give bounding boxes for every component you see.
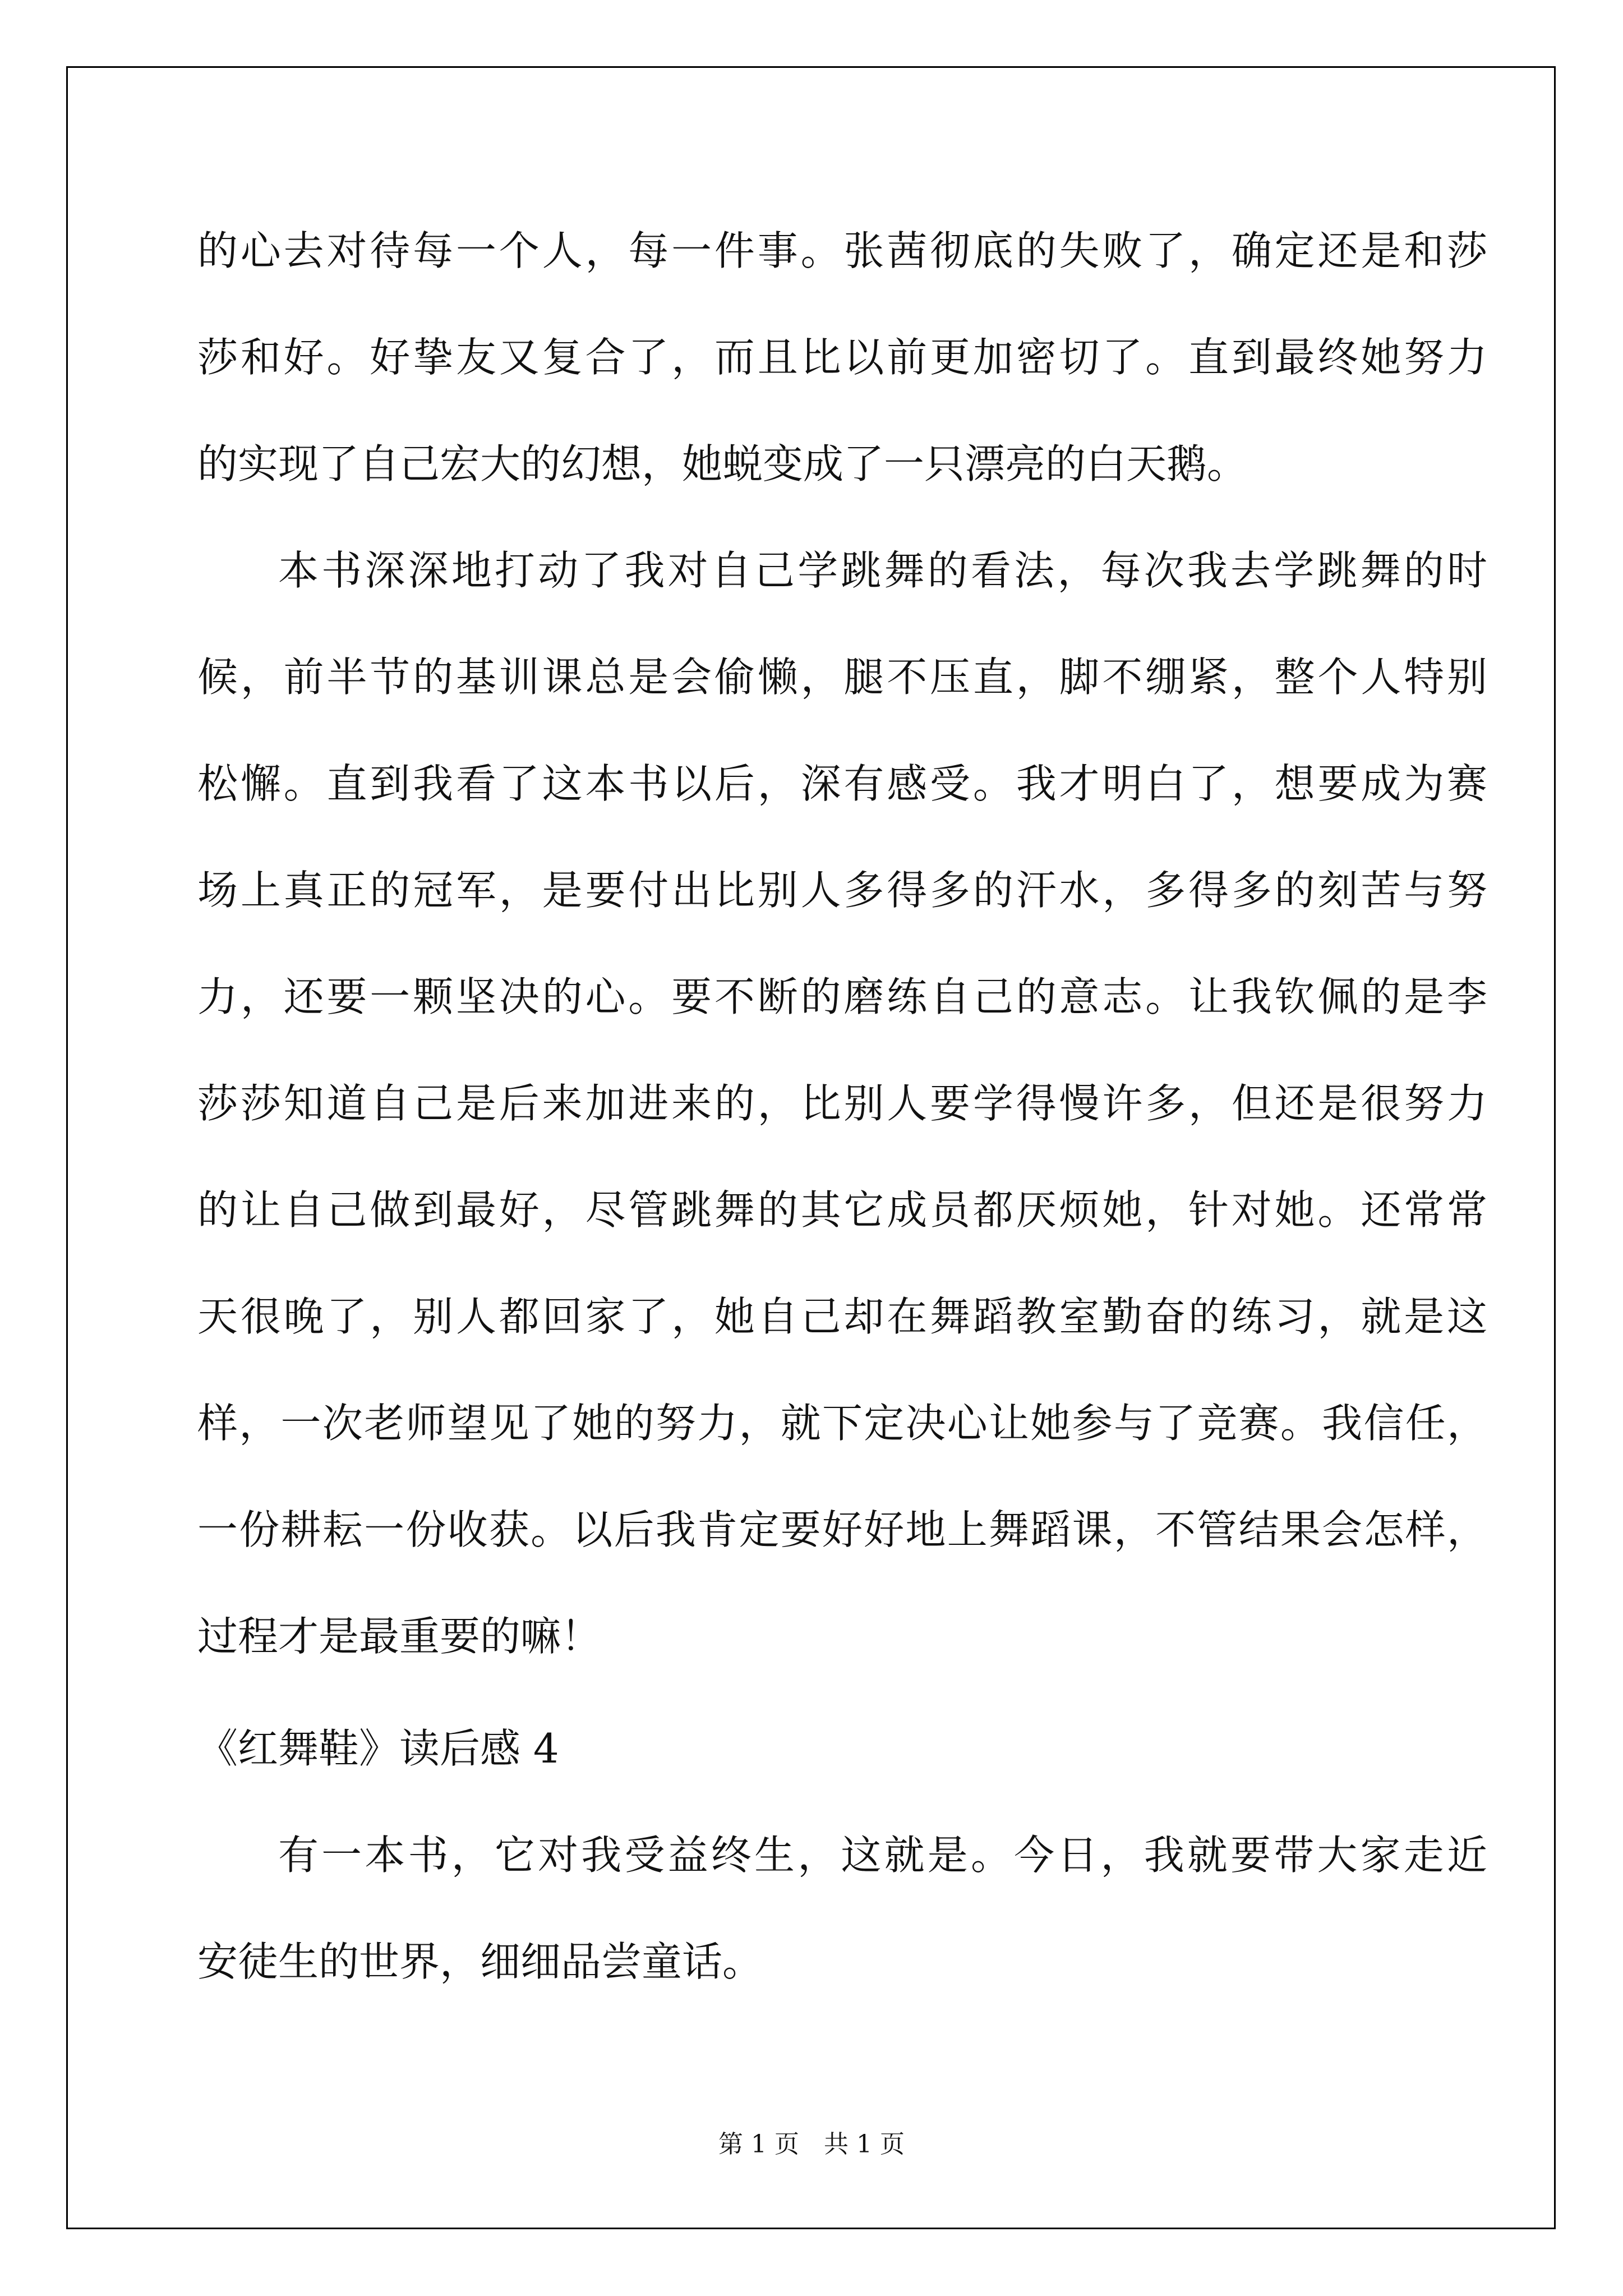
text-line: 松懈。直到我看了这本书以后，深有感受。我才明白了，想要成为赛 (197, 760, 1487, 807)
paragraph-2 (197, 517, 1487, 1690)
text-line: 场上真正的冠军，是要付出比别人多得多的汗水，多得多的刻苦与努 (197, 867, 1487, 914)
text-line: 安徒生的世界，细细品尝童话。 (197, 1938, 763, 1985)
text-line: 候，前半节的基训课总是会偷懒，腿不压直，脚不绷紧，整个人特别 (197, 654, 1487, 701)
text-line: 莎和好。好挚友又复合了，而且比以前更加密切了。直到最终她努力 (197, 334, 1487, 381)
text-line: 力，还要一颗坚决的心。要不断的磨练自己的意志。让我钦佩的是李 (197, 973, 1487, 1020)
page-number: 第 1 页 共 1 页 (718, 2130, 905, 2159)
text-line: 莎莎知道自己是后来加进来的，比别人要学得慢许多，但还是很努力 (197, 1080, 1487, 1127)
section-heading: 《红舞鞋》读后感 4 (197, 1725, 559, 1772)
text-line: 天很晚了，别人都回家了，她自己却在舞蹈教室勤奋的练习，就是这 (197, 1293, 1487, 1340)
paragraph-3 (197, 1802, 1487, 2015)
text-line: 一份耕耘一份收获。以后我肯定要好好地上舞蹈课，不管结果会怎样， (197, 1506, 1487, 1553)
text-line: 的心去对待每一个人，每一件事。张茜彻底的失败了，确定还是和莎 (197, 227, 1487, 274)
text-line: 的实现了自己宏大的幻想，她蜕变成了一只漂亮的白天鹅。 (197, 440, 1248, 487)
text-line: 样，一次老师望见了她的努力，就下定决心让她参与了竞赛。我信任， (197, 1400, 1487, 1447)
text-line: 本书深深地打动了我对自己学跳舞的看法，每次我去学跳舞的时 (278, 547, 1487, 594)
paragraph-1 (197, 197, 1487, 517)
text-line: 过程才是最重要的嘛！ (197, 1613, 602, 1660)
text-line: 的让自己做到最好，尽管跳舞的其它成员都厌烦她，针对她。还常常 (197, 1186, 1487, 1234)
text-line: 有一本书，它对我受益终生，这就是。今日，我就要带大家走近 (278, 1832, 1487, 1879)
